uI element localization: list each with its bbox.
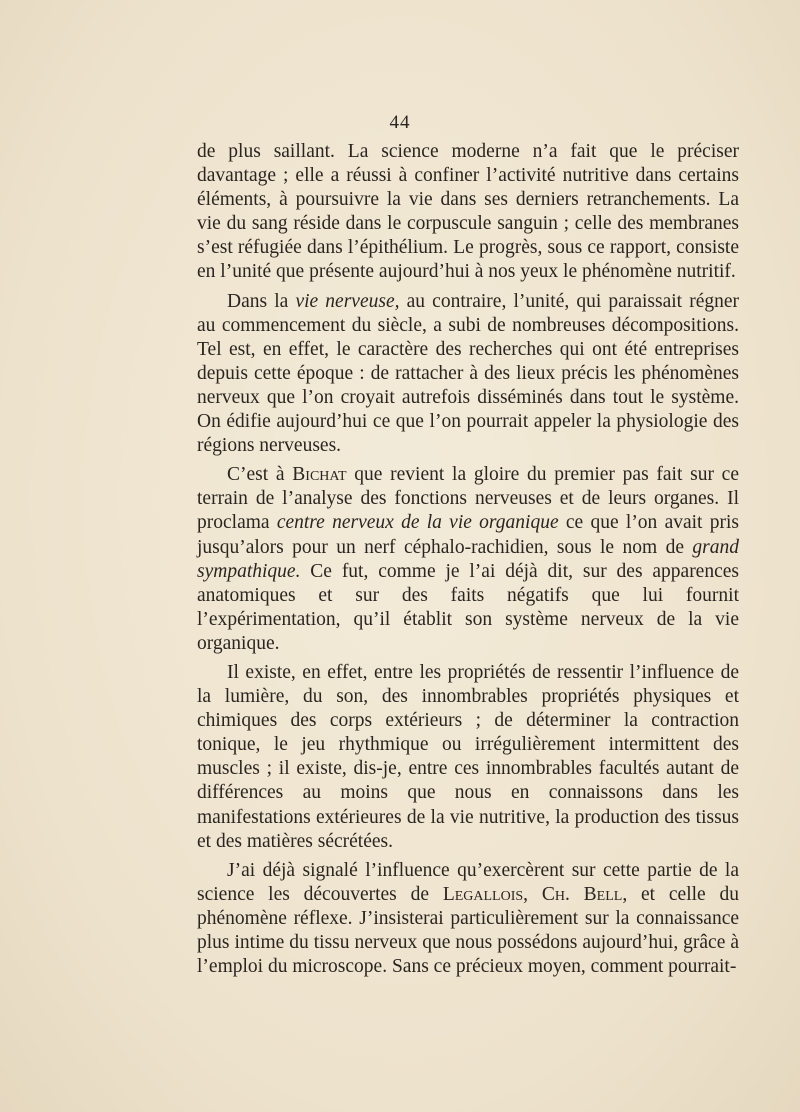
author-name: Legallois [442,883,524,905]
text-run: C’est à [227,464,293,486]
text-run: au contraire, l’unité, qui paraissait régner au commencement du siècle, a subi de nombreuses décompositions. Tel est, en effet, le caractère des recherches qui ont été entreprises depuis cette époque : de rattacher à des lieux précis les phénomènes nerveux que l’on croyait autrefois disséminés dans tout le système. On édifie aujourd’hui ce que l’on pourrait appeler la physiologie des régions nerveuses. [197,290,740,457]
paragraph [197,859,739,979]
author-name: Bichat [292,464,347,486]
paragraph [197,290,739,459]
page-number: 44 [389,112,411,133]
text-run: de plus saillant. La science moderne n’a fait que le préciser davantage ; elle a réussi à confiner l’activité nutritive dans certains éléments, à poursuivre la vie dans ses derniers retranchements. La vie du sang réside dans le corpuscule sanguin ; celle des membranes s’est réfugiée dans l’épithélium. Le progrès, sous ce rapport, consiste en l’unité que présente aujourd’hui à nos yeux le phénomène nutritif. [197,141,739,283]
text-run: , [523,883,542,905]
body-text [197,140,739,984]
italic-text: grand sympathique. [197,536,739,582]
paragraph [197,661,739,854]
text-run: J’ai déjà signalé l’influence qu’exercèrent sur cette partie de la science les découvertes de [197,859,739,905]
author-name: Ch. Bell [541,883,623,905]
text-run: Dans la [227,290,296,312]
text-run: Il existe, en effet, entre les propriétés de ressentir l’influence de la lumière, du son, des innombrables propriétés physiques et chimiques des corps extérieurs ; de déterminer la contraction tonique, le jeu rhythmique ou irrégulièrement intermittent des muscles ; il existe, dis-je, entre ces innombrables facultés autant de différences au moins que nous en connaissons dans les manifestations extérieures de la vie nutritive, la production des tissus et des matières sécrétées. [197,661,739,852]
text-run: , et celle du phénomène réflexe. J’insisterai particulièrement sur la connaissance plus intime du tissu nerveux que nous possédons aujourd’hui, grâce à l’emploi du microscope. Sans ce précieux moyen, comment pourrait- [197,883,740,978]
text-run: ce que l’on avait pris jusqu’alors pour un nerf céphalo-rachidien, sous le nom de [197,512,739,558]
text-run: Ce fut, comme je l’ai déjà dit, sur des apparences anatomiques et sur des faits négatifs que lui fournit l’expérimentation, qu’il établit son système nerveux de la vie organique. [197,560,739,654]
paragraph [197,140,739,285]
paragraph [197,463,739,656]
italic-text: centre nerveux de la vie organique [276,512,559,534]
italic-text: vie nerveuse, [295,290,400,312]
text-run: que revient la gloire du premier pas fait sur ce terrain de l’analyse des fonctions nerveuses et de leurs organes. Il proclama [197,464,739,534]
